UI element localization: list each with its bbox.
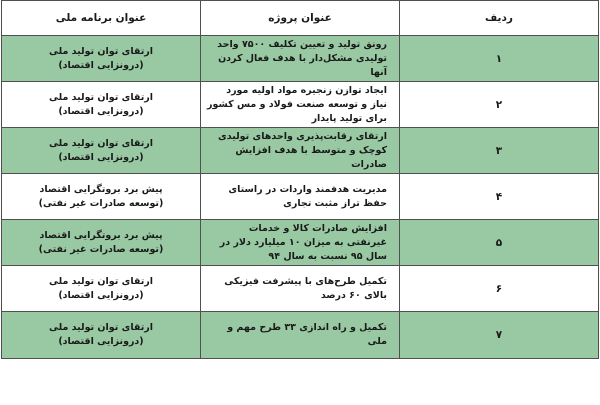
program-line1: پیش برد بروتگرایی اقتصاد	[39, 229, 163, 241]
project-title: ایجاد توازن زنجیره مواد اولیه مورد نیاز و توسعه صنعت فولاد و مس کشور برای تولید پایدار	[201, 82, 400, 128]
program-line2: (درونزایی اقتصاد)	[58, 151, 144, 163]
table-row	[2, 174, 599, 220]
program-title	[2, 128, 201, 174]
program-line1: ارتقای توان تولید ملی	[48, 322, 154, 333]
table-row	[2, 266, 599, 312]
program-title	[2, 174, 201, 220]
table-row	[2, 36, 599, 82]
table-row	[2, 82, 599, 128]
program-line1: ارتقای توان تولید ملی	[48, 91, 154, 103]
project-title: تکمیل طرح‌های با پیشرفت فیزیکی بالای ۶۰ درصد	[201, 266, 400, 312]
project-title: تکمیل و راه اندازی ۳۳ طرح مهم و ملی	[201, 312, 400, 359]
program-line2: (درونزایی اقتصاد)	[58, 289, 144, 301]
program-line1: ارتقای توان تولید ملی	[48, 137, 154, 149]
program-title	[2, 36, 201, 82]
program-line1: پیش برد بروتگرایی اقتصاد	[39, 183, 163, 195]
program-title	[2, 220, 201, 266]
table-row	[2, 312, 599, 359]
row-number: ۱	[400, 36, 599, 82]
project-title: افزایش صادرات کالا و خدمات غیرنفتی به میزان ۱۰ میلیارد دلار در سال ۹۵ نسبت به سال ۹۴	[201, 220, 400, 266]
project-title: رونق تولید و تعیین تکلیف ۷۵۰۰ واحد تولیدی مشکل‌دار با هدف فعال کردن آنها	[201, 36, 400, 82]
projects-table	[1, 0, 599, 359]
row-number: ۵	[400, 220, 599, 266]
program-line1: ارتقای توان تولید ملی	[48, 275, 154, 287]
header-project-title: عنوان پروژه	[201, 1, 400, 36]
program-title	[2, 82, 201, 128]
program-title	[2, 312, 201, 359]
header-row	[2, 1, 599, 36]
project-title: مدیریت هدفمند واردات در راستای حفظ تراز مثبت تجاری	[201, 174, 400, 220]
table-row	[2, 220, 599, 266]
program-line2: (درونزایی اقتصاد)	[58, 59, 144, 71]
table-row	[2, 128, 599, 174]
header-row-number: ردیف	[400, 1, 599, 36]
header-national-program: عنوان برنامه ملی	[2, 1, 201, 36]
program-line2: (توسعه صادرات غیر نفتی)	[38, 197, 164, 209]
row-number: ۳	[400, 128, 599, 174]
row-number: ۴	[400, 174, 599, 220]
program-title	[2, 266, 201, 312]
project-title: ارتقای رقابت‌پذیری واحدهای تولیدی کوچک و متوسط با هدف افزایش صادرات	[201, 128, 400, 174]
program-line2: (درونزایی اقتصاد)	[58, 105, 144, 117]
program-line1: ارتقای توان تولید ملی	[48, 45, 154, 57]
program-line2: (درونزایی اقتصاد)	[58, 336, 144, 347]
row-number: ۲	[400, 82, 599, 128]
row-number: ۶	[400, 266, 599, 312]
row-number: ۷	[400, 312, 599, 359]
program-line2: (توسعه صادرات غیر نفتی)	[38, 243, 164, 255]
